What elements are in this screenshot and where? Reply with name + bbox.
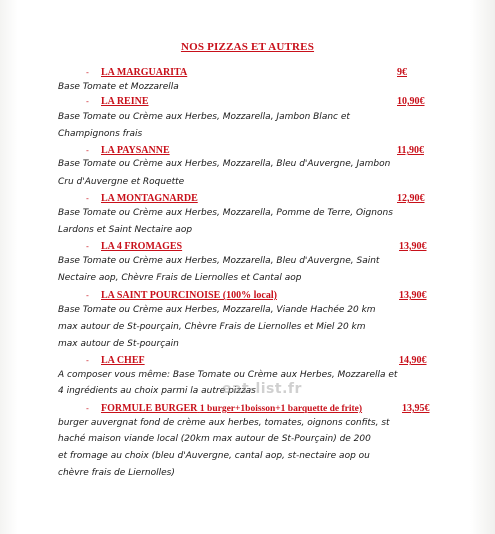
pizza-desc-line: burger auvergnat fond de crème aux herbes, tomates, oignons confits, st — [58, 418, 390, 428]
pizza-desc-line: et fromage au choix (bleu d'Auvergne, cantal aop, st-nectaire aop ou — [58, 451, 370, 461]
watermark: eat-list.fr — [222, 381, 302, 397]
pizza-name-paysanne: LA PAYSANNE — [101, 145, 170, 156]
pizza-price-marguarita: 9€ — [397, 67, 407, 78]
pizza-desc-line: Base Tomate ou Crème aux Herbes, Mozzarella, Bleu d'Auvergne, Jambon — [58, 159, 391, 169]
pizza-price-montagnarde: 12,90€ — [397, 193, 425, 204]
formule-burger-details: 1 burger+1boisson+1 barquette de frite) — [199, 404, 363, 414]
list-bullet: - — [86, 146, 89, 155]
formule-burger-title: FORMULE BURGER — [101, 403, 198, 414]
pizza-name-montagnarde: LA MONTAGNARDE — [101, 193, 198, 204]
list-bullet: - — [86, 97, 89, 106]
pizza-desc-line: chèvre frais de Liernolles) — [58, 468, 175, 478]
pizza-price-chef: 14,90€ — [399, 355, 427, 366]
pizza-desc-line: haché maison viande local (20km max autour de St-Pourçain) de 200 — [58, 434, 371, 444]
list-bullet: - — [86, 242, 89, 251]
list-bullet: - — [86, 356, 89, 365]
pizza-name-saint-pourcinoise: LA SAINT POURCINOISE (100% local) — [101, 290, 277, 301]
pizza-desc-line: Cru d'Auvergne et Roquette — [58, 177, 185, 187]
list-bullet: - — [86, 291, 89, 300]
pizza-price-saint-pourcinoise: 13,90€ — [399, 290, 427, 301]
pizza-desc-line: Base Tomate ou Crème aux Herbes, Mozzarella, Pomme de Terre, Oignons — [58, 208, 393, 218]
page-title: NOS PIZZAS ET AUTRES — [180, 41, 315, 53]
pizza-desc-line: Base Tomate et Mozzarella — [58, 82, 179, 92]
pizza-desc-line: Nectaire aop, Chèvre Frais de Liernolles et Cantal aop — [58, 273, 302, 283]
pizza-desc-line: Lardons et Saint Nectaire aop — [58, 225, 193, 235]
list-bullet: - — [86, 404, 89, 413]
pizza-desc-line: 4 ingrédients au choix parmi la autre pizzas — [58, 386, 256, 396]
pizza-price-4-fromages: 13,90€ — [399, 241, 427, 252]
pizza-name-marguarita: LA MARGUARITA — [101, 67, 188, 78]
pizza-desc-line: Champignons frais — [58, 129, 143, 139]
pizza-desc-line: A composer vous même: Base Tomate ou Crème aux Herbes, Mozzarella et — [58, 370, 398, 380]
formule-burger-price: 13,95€ — [402, 403, 430, 414]
pizza-price-reine: 10,90€ — [397, 96, 425, 107]
pizza-name-4-fromages: LA 4 FROMAGES — [101, 241, 183, 252]
pizza-desc-line: Base Tomate ou Crème aux Herbes, Mozzarella, Jambon Blanc et — [58, 112, 350, 122]
pizza-desc-line: Base Tomate ou Crème aux Herbes, Mozzarella, Viande Hachée 20 km — [58, 305, 376, 315]
pizza-desc-line: max autour de St-pourçain, Chèvre Frais de Liernolles et Miel 20 km — [58, 322, 366, 332]
formule-burger-name — [101, 403, 362, 415]
pizza-desc-line: Base Tomate ou Crème aux Herbes, Mozzarella, Bleu d'Auvergne, Saint — [58, 256, 380, 266]
list-bullet: - — [86, 68, 89, 77]
pizza-name-chef: LA CHEF — [101, 355, 145, 366]
pizza-desc-line: max autour de St-pourçain — [58, 339, 179, 349]
list-bullet: - — [86, 194, 89, 203]
pizza-name-reine: LA REINE — [101, 96, 149, 107]
pizza-price-paysanne: 11,90€ — [397, 145, 424, 156]
